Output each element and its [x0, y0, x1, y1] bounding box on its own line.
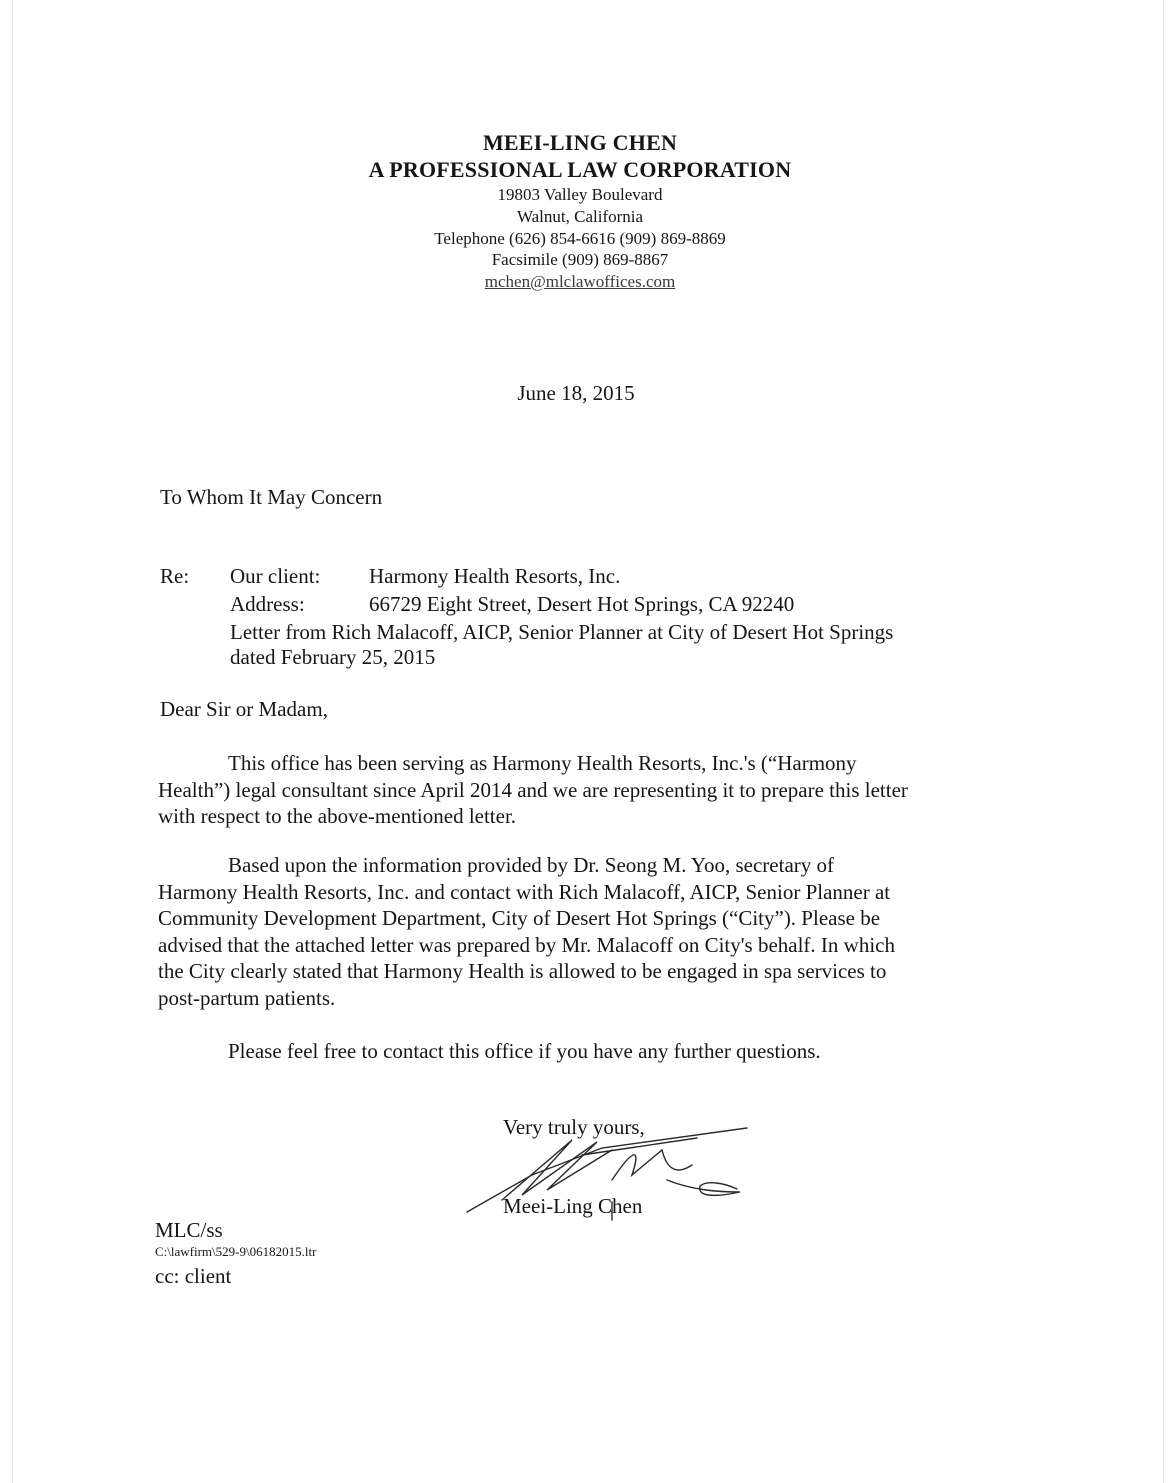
body-paragraph-1 — [158, 750, 998, 830]
body-paragraph-2 — [158, 852, 998, 1011]
paragraph-line: the City clearly stated that Harmony Health is allowed to be engaged in spa services to — [158, 959, 887, 983]
re-client-value: Harmony Health Resorts, Inc. — [369, 564, 621, 588]
paragraph-line: Community Development Department, City of Desert Hot Springs (“City”). Please be — [158, 906, 881, 930]
paragraph-line: This office has been serving as Harmony Health Resorts, Inc.'s (“Harmony — [228, 751, 857, 775]
page-edge-right — [1163, 0, 1164, 1483]
signer-name: Meei-Ling Chen — [503, 1194, 643, 1218]
cc-line: cc: client — [155, 1264, 232, 1288]
paragraph-line: Please feel free to contact this office if you have any further questions. — [228, 1039, 821, 1063]
re-client-key: Our client: — [230, 564, 321, 588]
letterhead-email: mchen@mlclawoffices.com — [484, 272, 676, 291]
re-letter-date: dated February 25, 2015 — [230, 645, 436, 669]
paragraph-line: Harmony Health Resorts, Inc. and contact with Rich Malacoff, AICP, Senior Planner at — [158, 879, 891, 904]
letterhead-corporation: A PROFESSIONAL LAW CORPORATION — [368, 157, 792, 182]
salutation: Dear Sir or Madam, — [160, 697, 328, 721]
paragraph-line: advised that the attached letter was prepared by Mr. Malacoff on City's behalf. In which — [158, 932, 895, 957]
paragraph-line: post-partum patients. — [158, 985, 336, 1010]
body-paragraph-3 — [158, 1038, 998, 1065]
typist-initials: MLC/ss — [155, 1218, 223, 1242]
paragraph-line: Based upon the information provided by Dr. Seong M. Yoo, secretary of — [228, 853, 834, 877]
recipient-line: To Whom It May Concern — [160, 485, 383, 509]
re-letter-reference: Letter from Rich Malacoff, AICP, Senior Planner at City of Desert Hot Springs — [230, 620, 894, 644]
letterhead-name: MEEI-LING CHEN — [482, 130, 678, 155]
letterhead-street: 19803 Valley Boulevard — [497, 185, 663, 204]
paragraph-line: with respect to the above-mentioned letter. — [158, 804, 517, 828]
letterhead-facsimile: Facsimile (909) 869-8867 — [491, 250, 669, 269]
re-label: Re: — [160, 564, 190, 588]
letter-date: June 18, 2015 — [517, 381, 635, 405]
letterhead-city: Walnut, California — [516, 207, 644, 226]
paragraph-line: Health”) legal consultant since April 2014 and we are representing it to prepare this letter — [158, 777, 908, 802]
re-address-value: 66729 Eight Street, Desert Hot Springs, CA 92240 — [369, 592, 795, 616]
file-path: C:\lawfirm\529-9\06182015.ltr — [155, 1244, 317, 1259]
re-address-key: Address: — [230, 592, 305, 616]
closing: Very truly yours, — [503, 1115, 645, 1139]
letterhead-telephone: Telephone (626) 854-6616 (909) 869-8869 — [434, 229, 726, 248]
